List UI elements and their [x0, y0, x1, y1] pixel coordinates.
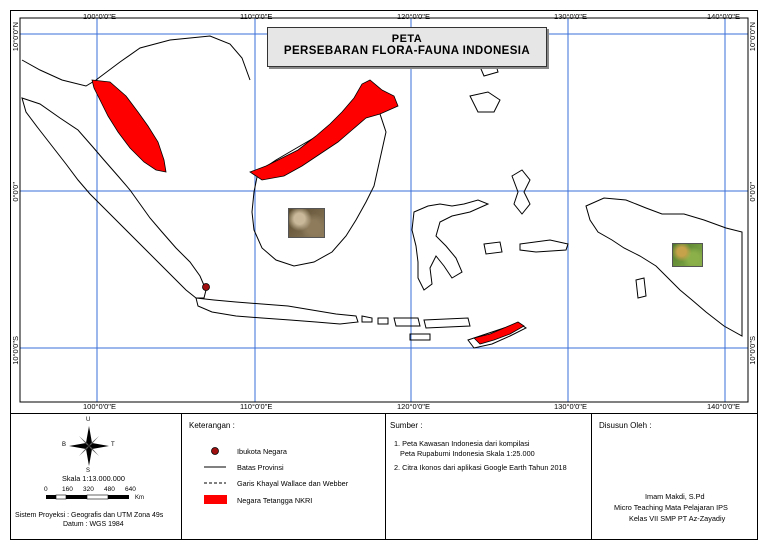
- lat-label-0-left: 0°0'0": [11, 182, 20, 202]
- legend-symbols: [182, 414, 386, 540]
- legend-wallace-label: Garis Khayal Wallace dan Webber: [237, 479, 349, 488]
- scale-tick-480: 480: [104, 486, 115, 493]
- projection-line1: Sistem Proyeksi : Geografis dan UTM Zona 49s: [15, 512, 164, 519]
- author-name: Imam Makdi, S.Pd: [645, 492, 705, 501]
- lon-label-140-top: 140°0'0"E: [707, 12, 740, 21]
- compass-north-label: U: [86, 417, 91, 423]
- lon-label-110-bottom: 110°0'0"E: [240, 402, 273, 411]
- legend-panel: [182, 414, 386, 540]
- lon-label-140-bottom: 140°0'0"E: [707, 402, 740, 411]
- legend-capital-symbol: [212, 448, 219, 455]
- scale-unit: Km: [135, 495, 144, 501]
- scale-tick-0: 0: [44, 486, 48, 493]
- info-bar: [11, 413, 757, 540]
- lon-label-120-bottom: 120°0'0"E: [397, 402, 430, 411]
- scale-text: Skala 1:13.000.000: [62, 474, 125, 483]
- source-item-1-cont: Peta Rupabumi Indonesia Skala 1:25.000: [400, 449, 535, 458]
- map-title-line2: PERSEBARAN FLORA-FAUNA INDONESIA: [283, 45, 531, 57]
- compass-east-label: T: [111, 442, 115, 448]
- lon-label-120-top: 120°0'0"E: [397, 12, 430, 21]
- author-school: Kelas VII SMP PT Az-Zayadiy: [629, 514, 726, 523]
- legend-province-label: Batas Provinsi: [237, 463, 284, 472]
- sources-panel: [386, 414, 592, 540]
- sources-heading: Sumber :: [390, 421, 423, 430]
- projection-line2: Datum : WGS 1984: [63, 521, 124, 528]
- lon-label-100-top: 100°0'0"E: [83, 12, 116, 21]
- lon-label-100-bottom: 100°0'0"E: [83, 402, 116, 411]
- lat-label-10s-right: 10°0'0"S: [748, 336, 757, 365]
- lat-label-0-right: 0°0'0": [748, 182, 757, 202]
- lat-label-10s-left: 10°0'0"S: [11, 336, 20, 365]
- author-panel: [592, 414, 757, 540]
- scale-tick-160: 160: [62, 486, 73, 493]
- legend-neighbor-box: [204, 495, 227, 504]
- map-title-line1: PETA: [391, 33, 423, 45]
- lon-label-110-top: 110°0'0"E: [240, 12, 273, 21]
- legend-heading: Keterangan :: [189, 421, 235, 430]
- source-item-2: 2. Citra Ikonos dari aplikasi Google Earth Tahun 2018: [394, 463, 567, 472]
- legend-capital-label: Ibukota Negara: [237, 447, 287, 456]
- compass-west-label: B: [62, 442, 67, 448]
- scale-tick-320: 320: [83, 486, 94, 493]
- source-item-1: 1. Peta Kawasan Indonesia dari kompilasi: [394, 439, 530, 448]
- lat-label-10n-right: 10°0'0"N: [748, 22, 757, 52]
- lat-label-10n-left: 10°0'0"N: [11, 22, 20, 52]
- lon-label-130-bottom: 130°0'0"E: [554, 402, 587, 411]
- scale-tick-640: 640: [125, 486, 136, 493]
- author-role: Micro Teaching Mata Pelajaran IPS: [614, 503, 728, 512]
- scale-panel: [11, 414, 182, 540]
- author-heading: Disusun Oleh :: [599, 421, 652, 430]
- lon-label-130-top: 130°0'0"E: [554, 12, 587, 21]
- compass-south-label: S: [86, 468, 91, 474]
- legend-neighbor-label: Negara Tetangga NKRI: [237, 496, 313, 505]
